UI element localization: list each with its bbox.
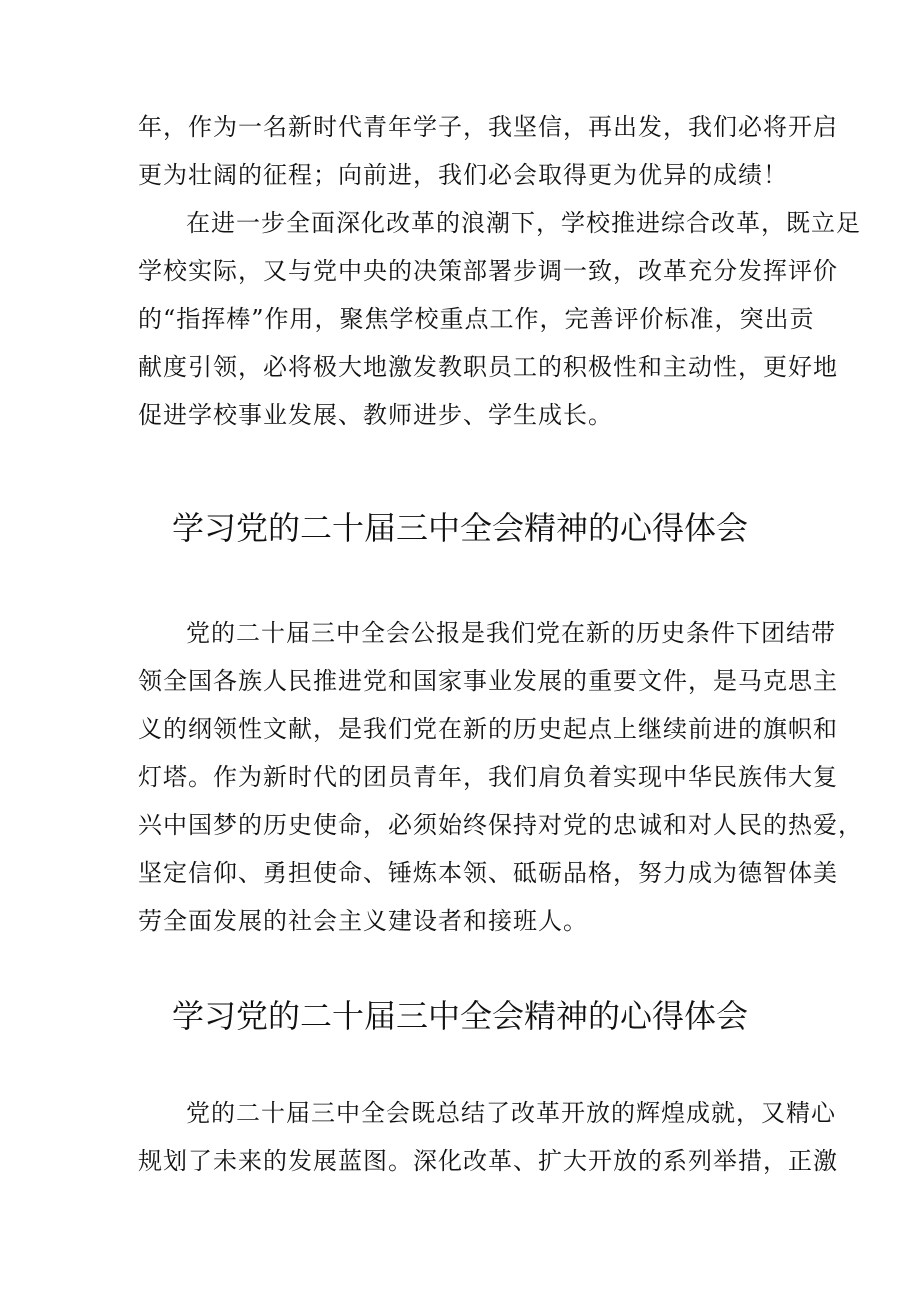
paragraph-line: 规划了未来的发展蓝图。深化改革、扩大开放的系列举措，正激 bbox=[138, 1147, 838, 1175]
paragraph-line: 的“指挥棒”作用，聚焦学校重点工作，完善评价标准，突出贡 bbox=[138, 305, 815, 333]
paragraph-line: 坚定信仰、勇担使命、锤炼本领、砥砺品格，努力成为德智体美 bbox=[138, 859, 838, 887]
paragraph-line: 义的纲领性文献，是我们党在新的历史起点上继续前进的旗帜和 bbox=[138, 715, 838, 743]
paragraph-line: 在进一步全面深化改革的浪潮下，学校推进综合改革，既立足 bbox=[186, 209, 861, 237]
paragraph-line: 领全国各族人民推进党和国家事业发展的重要文件，是马克思主 bbox=[138, 667, 838, 695]
paragraph-line: 学校实际，又与党中央的决策部署步调一致，改革充分发挥评价 bbox=[138, 257, 838, 285]
paragraph-line: 党的二十届三中全会公报是我们党在新的历史条件下团结带 bbox=[186, 619, 836, 647]
paragraph-line: 年，作为一名新时代青年学子，我坚信，再出发，我们必将开启 bbox=[138, 113, 838, 141]
paragraph-line: 更为壮阔的征程；向前进，我们必会取得更为优异的成绩！ bbox=[138, 161, 788, 189]
paragraph-line: 劳全面发展的社会主义建设者和接班人。 bbox=[138, 907, 588, 935]
section-title: 学习党的二十届三中全会精神的心得体会 bbox=[171, 509, 748, 547]
section-title: 学习党的二十届三中全会精神的心得体会 bbox=[171, 997, 748, 1035]
paragraph-line: 献度引领，必将极大地激发教职员工的积极性和主动性，更好地 bbox=[138, 353, 838, 381]
paragraph-line: 促进学校事业发展、教师进步、学生成长。 bbox=[138, 401, 613, 429]
paragraph-line: 党的二十届三中全会既总结了改革开放的辉煌成就，又精心 bbox=[186, 1099, 836, 1127]
paragraph-line: 兴中国梦的历史使命，必须始终保持对党的忠诚和对人民的热爱， bbox=[138, 811, 863, 839]
paragraph-line: 灯塔。作为新时代的团员青年，我们肩负着实现中华民族伟大复 bbox=[138, 763, 838, 791]
